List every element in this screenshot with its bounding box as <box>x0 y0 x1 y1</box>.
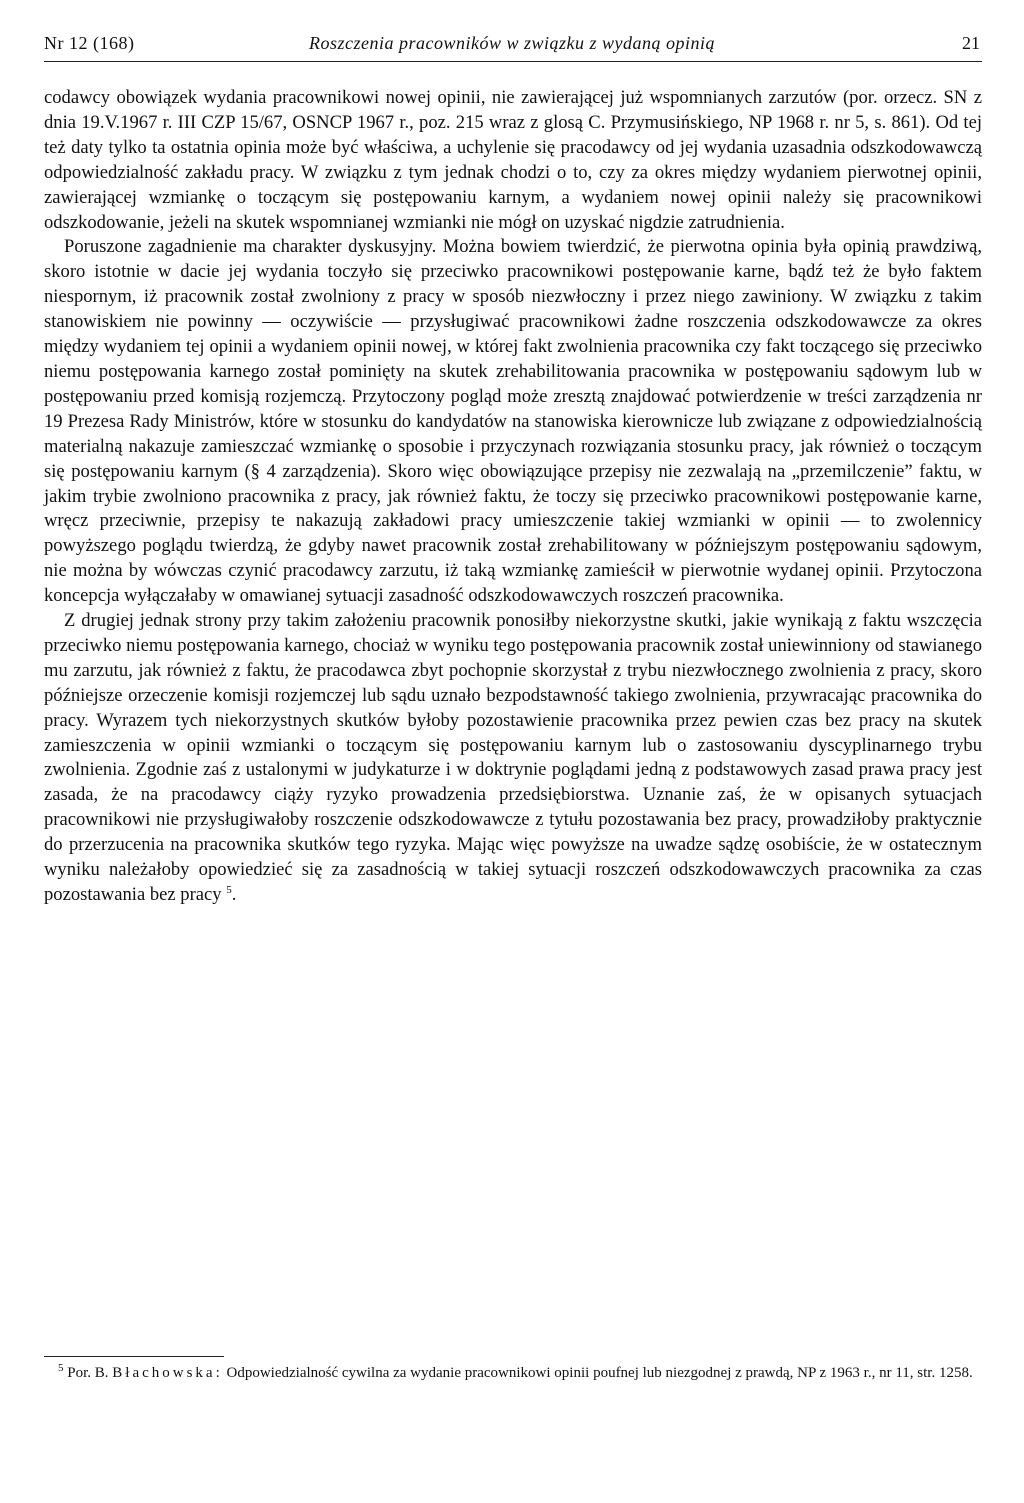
page-number: 21 <box>962 33 980 53</box>
footnote <box>44 1362 982 1384</box>
footnote-marker: 5 <box>58 1362 64 1374</box>
header-rule <box>44 61 982 62</box>
running-title: Roszczenia pracowników w związku z wydaną opinią <box>309 33 715 53</box>
body-text <box>44 86 982 908</box>
paragraph-3-text: Z drugiej jednak strony przy takim założeniu pracownik ponosiłby niekorzystne skutki, jakie wynikają z faktu wszczęcia przeciwko niemu postępowania karnego, chociaż w wyniku tego postępowania pracownik został uniewinniony od stawianego mu zarzutu, jak również z faktu, że pracodawca zbyt pochopnie skorzystał z trybu niezwłocznego zwolnienia z pracy, skoro późniejsze orzeczenie komisji rozjemczej lub sądu uznało bezpodstawność takiego zwolnienia, przywracając pracownika do pracy. Wyrazem tych niekorzystnych skutków byłoby pozostawienie pracownika przez pewien czas bez pracy na skutek zamieszczenia w opinii wzmianki o toczącym się postępowaniu karnym lub o zastosowaniu dyscyplinarnego trybu zwolnienia. Zgodnie zaś z ustalonymi w judykaturze i w doktrynie poglądami jedną z podstawowych zasad prawa pracy jest zasada, że na pracodawcy ciąży ryzyko prowadzenia przedsiębiorstwa. Uznanie zaś, że w opisanych sytuacjach pracownikowi nie przysługiwałoby roszczenie odszkodowawcze z tytułu pozostawania bez pracy, prowadziłoby praktycznie do przerzucenia na pracownika skutków tego ryzyka. Mając więc powyższe na uwadze sądzę osobiście, że w ostatecznym wyniku należałoby opowiedzieć się za zasadnością w takiej sytuacji roszczeń odszkodowawczych pracownika za czas pozostawania bez pracy <box>44 610 982 905</box>
footnote-prefix: Por. B. <box>67 1365 109 1381</box>
footnote-reference: 5 <box>226 883 232 896</box>
footnote-text: Odpowiedzialność cywilna za wydanie pracownikowi opinii poufnej lub niezgodnej z prawdą, NP z 1963 r., nr 11, str. 1258. <box>226 1365 973 1381</box>
paragraph-1: codawcy obowiązek wydania pracownikowi nowej opinii, nie zawierającej już wspomnianych zarzutów (por. orzecz. SN z dnia 19.V.1967 r. III CZP 15/67, OSNCP 1967 r., poz. 215 wraz z glosą C. Przymusińskiego, NP 1968 r. nr 5, s. 861). Od tej też daty tylko ta ostatnia opinia może być właściwa, a uchylenie się pracodawcy od jej wydania uzasadnia odszkodowawczą odpowiedzialność zakładu pracy. W związku z tym jednak chodzi o to, czy za okres między wydaniem pierwotnej opinii, zawierającej wzmiankę o toczącym się postępowaniu karnym, a wydaniem nowej opinii należy się pracownikowi odszkodowanie, jeżeli na skutek wspomnianej wzmianki nie mógł on uzyskać nigdzie zatrudnienia. <box>44 87 982 233</box>
running-header <box>44 30 980 56</box>
issue-number: Nr 12 (168) <box>44 33 135 53</box>
footnote-rule <box>44 1356 224 1357</box>
paragraph-3: Z drugiej jednak strony przy takim założeniu pracownik ponosiłby niekorzystne skutki, jakie wynikają z faktu wszczęcia przeciwko niemu postępowania karnego, chociaż w wyniku tego postępowania pracownik został uniewinniony od stawianego mu zarzutu, jak również z faktu, że pracodawca zbyt pochopnie skorzystał z trybu niezwłocznego zwolnienia z pracy, skoro późniejsze orzeczenie komisji rozjemczej lub sądu uznało bezpodstawność takiego zwolnienia, przywracając pracownika do pracy. Wyrazem tych niekorzystnych skutków byłoby pozostawienie pracownika przez pewien czas bez pracy na skutek zamieszczenia w opinii wzmianki o toczącym się postępowaniu karnym lub o zastosowaniu dyscyplinarnego trybu zwolnienia. Zgodnie zaś z ustalonymi w judykaturze i w doktrynie poglądami jedną z podstawowych zasad prawa pracy jest zasada, że na pracodawcy ciąży ryzyko prowadzenia przedsiębiorstwa. Uznanie zaś, że w opisanych sytuacjach pracownikowi nie przysługiwałoby roszczenie odszkodowawcze z tytułu pozostawania bez pracy, prowadziłoby praktycznie do przerzucenia na pracownika skutków tego ryzyka. Mając więc powyższe na uwadze sądzę osobiście, że w ostatecznym wyniku należałoby opowiedzieć się za zasadnością w takiej sytuacji roszczeń odszkodowawczych pracownika za czas pozostawania bez pracy $^5$. <box>44 610 982 905</box>
footnote-author: Błachowska: <box>112 1365 223 1381</box>
paragraph-2: Poruszone zagadnienie ma charakter dyskusyjny. Można bowiem twierdzić, że pierwotna opinia była opinią prawdziwą, skoro istotnie w dacie jej wydania toczyło się przeciwko pracownikowi postępowanie karne, bądź też że było faktem niespornym, iż pracownik został zwolniony z pracy w sposób niezwłoczny i przez niego zawiniony. W związku z takim stanowiskiem nie powinny — oczywiście — przysługiwać pracownikowi żadne roszczenia odszkodowawcze za okres między wydaniem tej opinii a wydaniem opinii nowej, w której fakt zwolnienia pracownika czy fakt toczącego się przeciwko niemu postępowania karnego został pominięty na skutek zrehabilitowania pracownika w postępowaniu sądowym lub w postępowaniu przed komisją rozjemczą. Przytoczony pogląd może zresztą znajdować potwierdzenie w treści zarządzenia nr 19 Prezesa Rady Ministrów, które w stosunku do kandydatów na stanowiska kierownicze lub związane z odpowiedzialnością materialną nakazuje zamieszczać wzmiankę o sposobie i przyczynach rozwiązania stosunku pracy, jak również o toczącym się postępowaniu karnym (§ 4 zarządzenia). Skoro więc obowiązujące przepisy nie zezwalają na „przemilczenie” faktu, w jakim trybie zwolniono pracownika z pracy, jak również faktu, że toczy się przeciwko pracownikowi postępowanie karne, wręcz przeciwnie, przepisy te nakazują zakładowi pracy umieszczenie takiej wzmianki w opinii — to zwolennicy powyższego poglądu twierdzą, że gdyby nawet pracownik został zrehabilitowany w późniejszym postępowaniu sądowym, nie można by wówczas czynić pracodawcy zarzutu, iż taką wzmiankę zamieścił w pierwotnie wydanej opinii. Przytoczona koncepcja wyłączałaby w omawianej sytuacji zasadność odszkodowawczych roszczeń pracownika. <box>44 236 982 607</box>
